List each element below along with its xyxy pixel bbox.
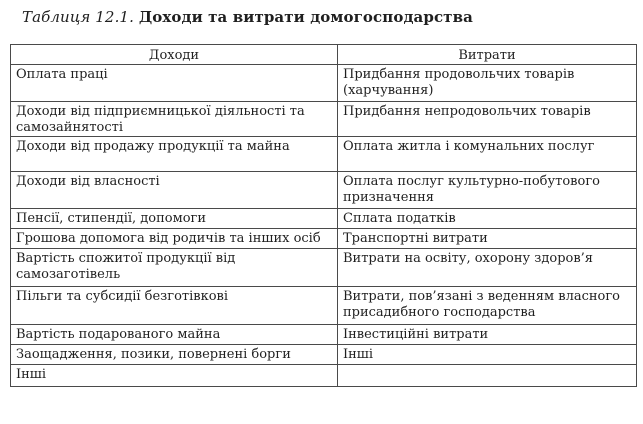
table-row xyxy=(11,172,637,209)
expense-cell: Транспортні витрати xyxy=(338,229,637,249)
expense-cell: Сплата податків xyxy=(338,209,637,229)
income-cell: Вартість спожитої продукції від самозаготівель xyxy=(11,249,338,287)
caption-prefix: Таблиця 12.1. xyxy=(22,8,134,26)
table-row xyxy=(11,209,637,229)
expense-cell: Придбання продовольчих товарів (харчування) xyxy=(338,65,637,102)
expense-cell xyxy=(338,365,637,387)
income-cell: Доходи від продажу продукції та майна xyxy=(11,137,338,172)
expense-cell: Інвестиційні витрати xyxy=(338,325,637,345)
expense-cell: Витрати, пов’язані з веденням власного присадибного господарства xyxy=(338,287,637,325)
column-header-expense: Витрати xyxy=(338,45,637,65)
table-row xyxy=(11,345,637,365)
income-cell: Пільги та субсидії безготівкові xyxy=(11,287,338,325)
income-cell: Інші xyxy=(11,365,338,387)
income-cell: Вартість подарованого майна xyxy=(11,325,338,345)
expense-cell: Витрати на освіту, охорону здоров’я xyxy=(338,249,637,287)
income-cell: Пенсії, стипендії, допомоги xyxy=(11,209,338,229)
table-row xyxy=(11,325,637,345)
table-row xyxy=(11,137,637,172)
expense-cell: Оплата житла і комунальних послуг xyxy=(338,137,637,172)
table-row xyxy=(11,249,637,287)
table-row xyxy=(11,229,637,249)
table-row xyxy=(11,287,637,325)
expense-cell: Оплата послуг культурно-побутового призначення xyxy=(338,172,637,209)
table-caption xyxy=(22,8,473,26)
table-header-row xyxy=(11,45,637,65)
income-cell: Заощадження, позики, повернені борги xyxy=(11,345,338,365)
table-body xyxy=(11,65,637,387)
table-row xyxy=(11,102,637,137)
caption-title: Доходи та витрати домогосподарства xyxy=(138,8,473,26)
expense-cell: Інші xyxy=(338,345,637,365)
income-cell: Грошова допомога від родичів та інших осіб xyxy=(11,229,338,249)
expense-cell: Придбання непродовольчих товарів xyxy=(338,102,637,137)
table-row xyxy=(11,65,637,102)
income-cell: Оплата праці xyxy=(11,65,338,102)
column-header-income: Доходи xyxy=(11,45,338,65)
income-expense-table xyxy=(10,44,637,387)
income-cell: Доходи від підприємницької діяльності та самозайнятості xyxy=(11,102,338,137)
income-cell: Доходи від власності xyxy=(11,172,338,209)
table-row xyxy=(11,365,637,387)
